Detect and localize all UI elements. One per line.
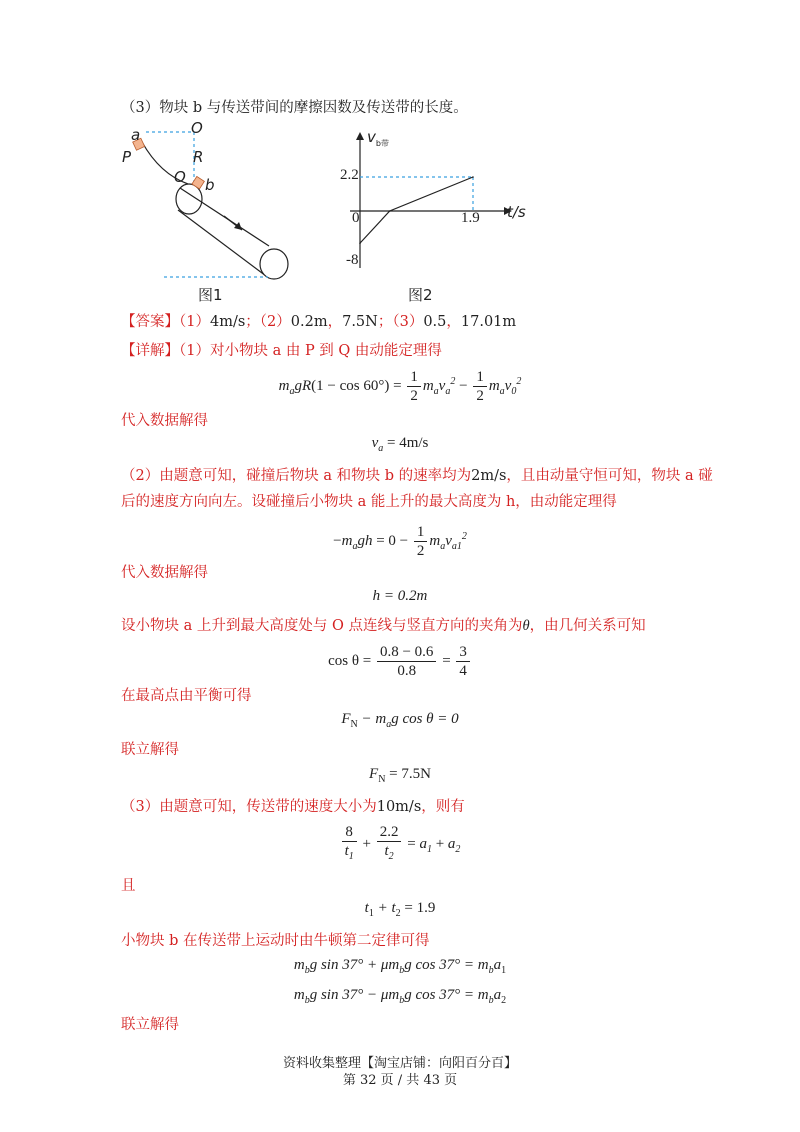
tick-2-2: 2.2 <box>340 167 359 183</box>
n2-tail: g sin 37° − μm <box>309 987 400 1003</box>
fnv-sym: F <box>369 766 379 782</box>
equation-energy-2: $-m_agh = 0$ − $\frac{1}{2}$ $m_av_{a1}^2$ <box>333 524 467 559</box>
answer-comma2: ， <box>446 314 461 330</box>
equation-energy-1: $m_agR(1 - \cos 60^\circ)$ = $\frac{1}{2}$ $m_av_a^2$ − $\frac{1}{2}$ $m_av_0^2$ <box>278 369 522 404</box>
cos-d2: 4 <box>459 663 467 679</box>
label-a: a <box>131 126 141 144</box>
tick-neg-8: -8 <box>346 252 359 268</box>
equation-newton-2: $m_bg$ $\sin 37^\circ - \mu m_bg$ $\cos 37^\circ = m_ba_2$ <box>293 987 507 1006</box>
equation-newton-1: $m_bg$ $\sin 37^\circ + \mu m_bg$ $\cos 37^\circ = m_ba_1$ <box>293 957 507 976</box>
eq-va-sub: a <box>378 443 384 454</box>
part2-text-b: ，且由动量守恒可知，物块 a 碰 <box>506 468 713 484</box>
answer-p1: （1） <box>179 314 210 330</box>
x-axis-label: t/s <box>507 203 526 221</box>
n1-m: m <box>293 957 305 973</box>
part3-line <box>121 797 465 817</box>
equation-h: h = 0.2m <box>372 588 428 604</box>
answer-comma: ， <box>327 314 343 330</box>
fn-rest: − m <box>357 711 387 727</box>
footer-source: 资料收集整理【淘宝店铺：向阳百分百】 <box>282 1056 517 1071</box>
angle-symbol: θ <box>522 618 530 634</box>
n1-tail: g sin 37° + μm <box>309 957 400 973</box>
cos-num: 0.8 − 0.6 <box>377 643 436 662</box>
answer-p2: （2） <box>259 314 291 330</box>
cos-eq: = <box>442 652 451 669</box>
equation-va <box>0 435 800 454</box>
equation-fn-value <box>0 766 800 785</box>
figure-1-diagram <box>118 118 318 288</box>
n1-tail3: a <box>493 957 502 973</box>
part3-text-b: ，则有 <box>421 799 465 815</box>
tick-1-9: 1.9 <box>461 210 480 226</box>
answer-p3: （3） <box>392 314 424 330</box>
footer-page-number: 第 32 页 / 共 43 页 <box>342 1073 458 1088</box>
substitute-1: 代入数据解得 <box>121 413 208 429</box>
label-r: R <box>193 148 204 166</box>
answer-v3a: 0.5 <box>423 314 447 330</box>
combine-1: 联立解得 <box>121 742 179 758</box>
part2-line2: 后的速度方向向左。设碰撞后小物块 a 能上升的最大高度为 h，由动能定理得 <box>121 494 617 510</box>
equation-accel-sum: $\frac{8}{t_1}$ + $\frac{2.2}{t_2}$ = $a_1 + a_2$ <box>0 823 800 866</box>
label-o-top: O <box>191 119 203 137</box>
y-axis-arrow <box>356 132 364 140</box>
velocity-series-line <box>360 177 473 243</box>
answer-tag: 【答案】 <box>121 314 179 330</box>
fnv-rhs: = 7.5N <box>385 766 431 782</box>
angle-line <box>121 616 646 636</box>
figure-1-caption: 图1 <box>198 286 223 304</box>
cos-n2: 3 <box>456 643 470 662</box>
and-line: 且 <box>121 878 136 894</box>
answer-line <box>121 312 516 332</box>
fn-rest2: g cos θ = 0 <box>391 711 459 727</box>
fn-sub: N <box>350 719 358 730</box>
question-3: （3）物块 b 与传送带间的摩擦因数及传送带的长度。 <box>121 100 468 116</box>
t-sym: t <box>364 900 369 916</box>
angle-text-a: 设小物块 a 上升到最大高度处与 O 点连线与竖直方向的夹角为 <box>121 618 523 634</box>
answer-sep2: ； <box>377 314 393 330</box>
data-point-1 <box>389 210 391 212</box>
label-b: b <box>205 176 215 194</box>
part2-text-a: （2）由题意可知，碰撞后物块 a 和物块 b 的速率均为 <box>121 468 472 484</box>
part2-line1 <box>121 466 713 486</box>
y-axis-label: $v_{b带}$ <box>367 128 389 148</box>
substitute-2: 代入数据解得 <box>121 565 208 581</box>
figure-2-caption: 图2 <box>408 286 433 304</box>
detail-tag: 【详解】 <box>121 343 179 359</box>
figure-2-chart <box>330 128 530 288</box>
eq-va-rhs: = 4m/s <box>383 435 429 451</box>
answer-v1: 4m/s <box>209 314 246 330</box>
data-point-0 <box>359 242 361 244</box>
equation-cos <box>0 643 800 680</box>
answer-v2b: 7.5N <box>342 314 378 330</box>
fnv-sub: N <box>378 774 386 785</box>
top-balance: 在最高点由平衡可得 <box>121 688 252 704</box>
part2-speed: 2m/s <box>471 468 507 484</box>
part3-text-a: （3）由题意可知，传送带的速度大小为 <box>121 799 377 815</box>
equation-time-sum: $t_1 + t_2 = 1.9$ <box>364 900 436 919</box>
angle-text-b: ，由几何关系可知 <box>529 618 646 634</box>
combine-2: 联立解得 <box>121 1017 179 1033</box>
n1-tail2: g cos 37° = m <box>404 957 489 973</box>
answer-v3b: 17.01m <box>460 314 517 330</box>
label-p: P <box>122 148 132 166</box>
t-rhs: = 1.9 <box>400 900 436 916</box>
answer-v2a: 0.2m <box>290 314 328 330</box>
data-point-2 <box>472 176 474 178</box>
fn-rest-sub: a <box>386 719 392 730</box>
detail-intro-text: （1）对小物块 a 由 P 到 Q 由动能定理得 <box>179 343 442 359</box>
part3-speed: 10m/s <box>376 799 422 815</box>
t-rest: + t <box>373 900 396 916</box>
cos-lhs: cos θ = <box>328 652 372 669</box>
newton-line: 小物块 b 在传送带上运动时由牛顿第二定律可得 <box>121 933 430 949</box>
fn-sym: F <box>341 711 351 727</box>
cos-den: 0.8 <box>397 663 417 679</box>
tick-origin: 0 <box>352 210 360 226</box>
detail-intro <box>121 341 442 361</box>
equation-fn-balance <box>0 711 800 730</box>
eq-va-sym: v <box>371 435 379 451</box>
label-o-mid: O <box>174 168 186 186</box>
answer-sep1: ； <box>245 314 260 330</box>
